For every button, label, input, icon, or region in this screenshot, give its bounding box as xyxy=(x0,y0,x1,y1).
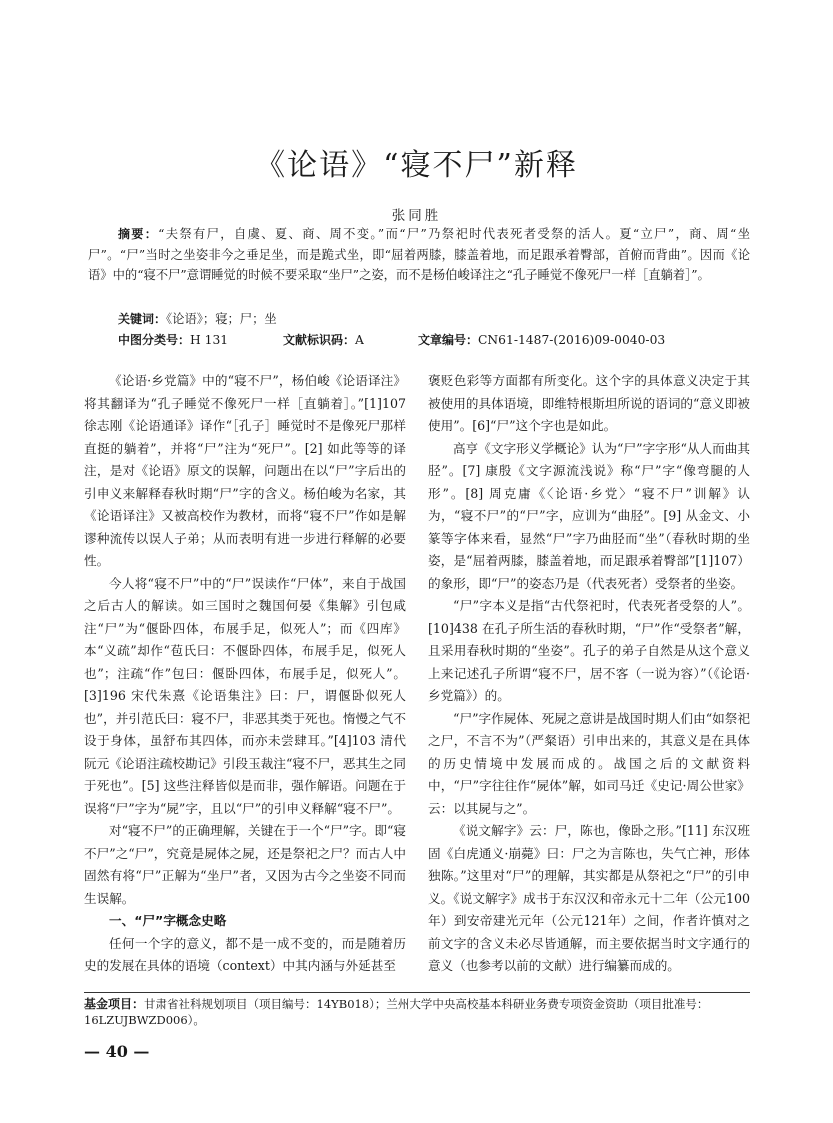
author-name: 张同胜 xyxy=(391,208,442,224)
doc-code-info xyxy=(283,331,364,348)
article-no-value: CN61-1487-(2016)09-0040-03 xyxy=(478,333,666,347)
clc-value: H 131 xyxy=(190,333,229,347)
footnote-divider xyxy=(84,992,750,993)
body-paragraph: 今人将“寝不尸”中的“尸”误读作“尸体”，来自于战国之后古人的解读。如三国时之魏国何晏《集解》引包咸注“尸”为“偃卧四体，布展手足，似死人”；而《四库》本“义疏”却作“苞氏曰：不偃卧四体，布展手足，似死人也”；注疏“作”包曰：偃卧四体，布展手足，似死人”。[3]196 宋代朱熹《论语集注》曰：尸，谓偃卧似死人也”，并引范氏曰：寝不尸，非恶其类于死也。惰慢之气不设于身体，虽舒布其四体，而亦未尝肆耳。”[4]103 清代阮元《论语注疏校勘记》引段玉裁注“寝不尸，恶其生之同于死也”。[5] 这些注释皆似是而非，强作解语。问题在于误将“尸”字为“屍”字，且以“尸”的引申义释解“寝不尸”。 xyxy=(84,575,406,816)
body-column-left xyxy=(84,370,406,978)
funding-text: 甘肃省社科规划项目（项目编号：14YB018）；兰州大学中央高校基本科研业务费专项资金资助（项目批准号：16LZUJBWZD006）。 xyxy=(84,997,709,1027)
doc-code-label: 文献标识码： xyxy=(283,333,356,347)
abstract-text: “夫祭有尸，自虞、夏、商、周不变。”而“尸”乃祭祀时代表死者受祭的活人。夏“立尸”，商、周“坐尸”。“尸”当时之坐姿非今之垂足坐，而是跪式坐，即“屈着两膝，膝盖着地，而足跟承着臀部，首俯而背曲”。因而《论语》中的“寝不尸”意谓睡觉的时候不要采取“坐尸”之姿，而不是杨伯峻译注之“孔子睡觉不像死尸一样［直躺着］”。 xyxy=(88,227,750,282)
body-paragraph: 对“寝不尸”的正确理解，关键在于一个“尸”字。即“寝不尸”之“尸”，究竟是屍体之屍，还是祭祀之尸？而古人中固然有将“尸”正解为“坐尸”者，又因为古今之坐姿不同而生误解。 xyxy=(84,823,406,906)
article-no-info xyxy=(418,331,665,348)
body-paragraph: 高亨《文字形义学概论》认为“尸”字字形“从人而曲其胫”。[7] 康殷《文字源流浅说》称“尸”字“像弯腿的人形”。[8] 周克庸《〈论语·乡党〉“寝不尸”训解》认为，“寝不尸”的“尸”字，应训为“曲胫”。[9] 从金文、小篆等字体来看，显然“尸”字乃曲胫而“坐”（春秋时期的坐姿，是“屈着两膝，膝盖着地，而足跟承着臀部”[1]107）的象形，即“尸”的姿态乃是（代表死者）受祭者的坐姿。 xyxy=(428,440,750,591)
body-column-right xyxy=(428,370,750,978)
keywords xyxy=(118,309,758,327)
body-paragraph-continued: 褒贬色彩等方面都有所变化。这个字的具体意义决定于其被使用的具体语境，即维特根斯坦所说的语词的“意义即被使用”。[6]“尸”这个字也是如此。 xyxy=(428,373,750,433)
page-number: — 40 — xyxy=(84,1042,150,1061)
abstract xyxy=(88,224,750,286)
body-paragraph: 任何一个字的意义，都不是一成不变的，而是随着历史的发展在具体的语境（context）中其内涵与外延甚至 xyxy=(84,935,406,973)
body-paragraph: 《说文解字》云：尸，陈也，像卧之形。”[11] 东汉班固《白虎通义·崩薨》曰：尸之为言陈也，失气亡神，形体独陈。”这里对“尸”的理解，其实都是从祭祀之“尸”的引申义。《说文解字》成书于东汉汉和帝永元十二年（公元100年）到安帝建光元年（公元121年）之间，作者许慎对之前文字的含义未必尽皆通解，而主要依据当时文字通行的意义（也参考以前的文献）进行编纂而成的。 xyxy=(428,823,750,973)
abstract-label: 摘要： xyxy=(118,227,159,241)
body-paragraph: 《论语·乡党篇》中的“寝不尸”，杨伯峻《论语译注》将其翻译为“孔子睡觉不像死尸一样［直躺着］。”[1]107 徐志刚《论语通译》译作“［孔子］睡觉时不是像死尸那样直挺的躺着”，并将“尸”注为“死尸”。[2] 如此等等的译注，是对《论语》原文的误解，问题出在以“尸”字后出的引申义来解释春秋时期“尸”字的含义。杨伯峻为名家，其《论语译注》又被高校作为教材，而将“寝不尸”作如是解谬种流传以误人子弟；从而表明有进一步进行释解的必要性。 xyxy=(84,373,406,568)
funding-label: 基金项目： xyxy=(84,997,145,1011)
section-heading: 一、“尸”字概念史略 xyxy=(109,913,227,928)
article-no-label: 文章编号： xyxy=(418,333,479,347)
clc-info xyxy=(118,331,228,348)
body-paragraph: “尸”字本义是指“古代祭祀时，代表死者受祭的人”。[10]438 在孔子所生活的春秋时期，“尸”作“受祭者”解，且采用春秋时期的“坐姿”。孔子的弟子自然是从这个意义上来记述孔子所谓“寝不尸，居不客（一说为容）”（《论语·乡党篇》）的。 xyxy=(428,598,750,703)
keywords-text: 《论语》；寝；尸；坐 xyxy=(166,312,277,326)
body-paragraph: “尸”字作屍体、死屍之意讲是战国时期人们由“如祭祀之尸，不言不为”（严粲语）引申出来的，其意义是在具体的历史情境中发展而成的。战国之后的文献资料中，“尸”字往往作“屍体”解，如司马迁《史记·周公世家》云：以其屍与之”。 xyxy=(428,710,750,816)
keywords-label: 关键词： xyxy=(118,312,167,326)
doc-code-value: A xyxy=(355,333,364,347)
funding-note xyxy=(84,996,750,1028)
clc-label: 中图分类号： xyxy=(118,333,191,347)
paper-title: 《论语》“寝不尸”新释 xyxy=(255,148,578,183)
